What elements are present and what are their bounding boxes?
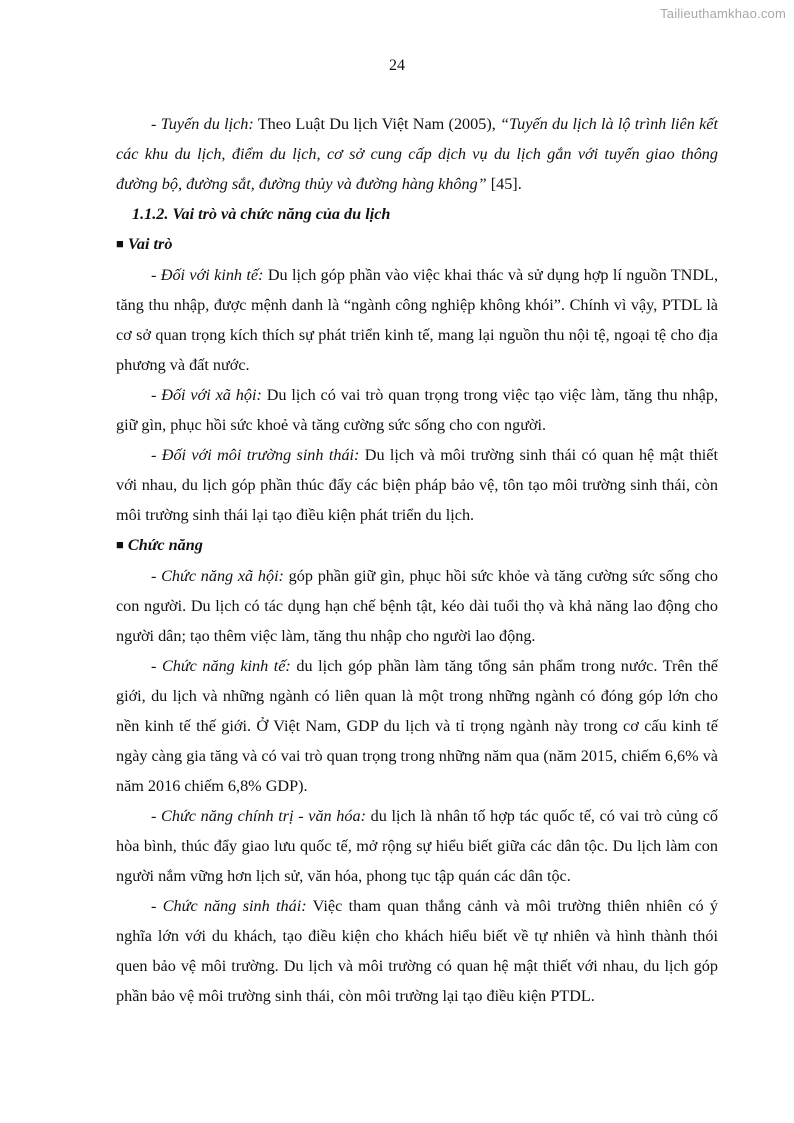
section-heading: 1.1.2. Vai trò và chức năng của du lịch: [132, 205, 391, 223]
tuyen-text: Theo Luật Du lịch Việt Nam (2005),: [253, 115, 501, 133]
chuc-nang-kinh-te: [116, 651, 718, 801]
item-term: - Chức năng kinh tế:: [151, 657, 291, 675]
item-text: Du lịch góp phần vào việc khai thác và sử dụng hợp lí nguồn TNDL, tăng thu nhập, được mệnh danh là “ngành công nghiệp không khói”. Chính vì vậy, PTDL là cơ sở quan trọng kích thích sự phát triển kinh tế, mang lại nguồn thu nội tệ, ngoại tệ cho địa phương và đất nước.: [116, 266, 718, 374]
item-term: - Đối với xã hội:: [151, 386, 262, 404]
vai-tro-title: Vai trò: [123, 235, 173, 253]
item-term: - Đối với môi trường sinh thái:: [151, 446, 360, 464]
vai-tro-moi-truong: [116, 440, 718, 530]
watermark: Tailieuthamkhao.com: [660, 6, 786, 21]
item-term: - Chức năng sinh thái:: [151, 897, 307, 915]
tuyen-dash: -: [151, 115, 161, 133]
chuc-nang-chinh-tri-van-hoa: [116, 801, 718, 891]
chuc-nang-sinh-thai: [116, 891, 718, 1011]
item-text: Du lịch và môi trường sinh thái có quan hệ mật thiết với nhau, du lịch góp phần thúc đẩy các biện pháp bảo vệ, tôn tạo môi trường sinh thái, còn môi trường sinh thái lại tạo điều kiện phát triển du lịch.: [116, 446, 718, 524]
square-bullet-icon: ■: [116, 537, 124, 552]
vai-tro-xa-hoi: [116, 380, 718, 440]
vai-tro-heading: [116, 229, 718, 260]
item-term: - Chức năng xã hội:: [151, 567, 284, 585]
chuc-nang-heading: [116, 530, 718, 561]
item-text: góp phần giữ gìn, phục hồi sức khỏe và tăng cường sức sống cho con người. Du lịch có tác dụng hạn chế bệnh tật, kéo dài tuổi thọ và khả năng lao động cho người dân; tạo thêm việc làm, tăng thu nhập cho người lao động.: [116, 567, 718, 645]
page-number: 24: [389, 57, 405, 74]
tuyen-quote: “Tuyến du lịch là lộ trình liên kết các khu du lịch, điểm du lịch, cơ sở cung cấp dịch vụ du lịch gắn với tuyến giao thông đường bộ, đường sắt, đường thủy và đường hàng không”: [116, 115, 718, 193]
item-text: Việc tham quan thắng cảnh và môi trường thiên nhiên có ý nghĩa lớn với du khách, tạo điều kiện cho khách hiểu biết về tự nhiên và hình thành thói quen bảo vệ môi trường. Du lịch và môi trường có quan hệ mật thiết với nhau, du lịch góp phần bảo vệ môi trường sinh thái, còn môi trường lại tạo điều kiện PTDL.: [116, 897, 719, 1005]
item-term: - Đối với kinh tế:: [151, 266, 264, 284]
item-term: - Chức năng chính trị - văn hóa:: [151, 807, 366, 825]
vai-tro-kinh-te: [116, 260, 718, 380]
item-text: du lịch góp phần làm tăng tổng sản phẩm trong nước. Trên thế giới, du lịch và những ngành có liên quan là một trong những ngành có đóng góp lớn cho nền kinh tế thế giới. Ở Việt Nam, GDP du lịch và tỉ trọng ngành này trong cơ cấu kinh tế ngày càng gia tăng và có vai trò quan trọng trong những năm qua (năm 2015, chiếm 6,6% và năm 2016 chiếm 6,8% GDP).: [116, 657, 718, 795]
document-body: [116, 109, 718, 1011]
chuc-nang-title: Chức năng: [123, 536, 203, 554]
tuyen-term: Tuyến du lịch:: [160, 115, 254, 133]
chuc-nang-xa-hoi: [116, 561, 718, 651]
item-text: Du lịch có vai trò quan trọng trong việc tạo việc làm, tăng thu nhập, giữ gìn, phục hồi sức khoẻ và tăng cường sức sống cho con người.: [116, 386, 718, 434]
square-bullet-icon: ■: [116, 236, 124, 251]
tuyen-du-lich-paragraph: [116, 109, 718, 199]
item-text: du lịch là nhân tố hợp tác quốc tế, có vai trò củng cố hòa bình, thúc đẩy giao lưu quốc tế, mở rộng sự hiểu biết giữa các dân tộc. Du lịch làm con người nắm vững hơn lịch sử, văn hóa, phong tục tập quán các dân tộc.: [116, 807, 718, 885]
tuyen-cite: [45].: [486, 175, 522, 193]
